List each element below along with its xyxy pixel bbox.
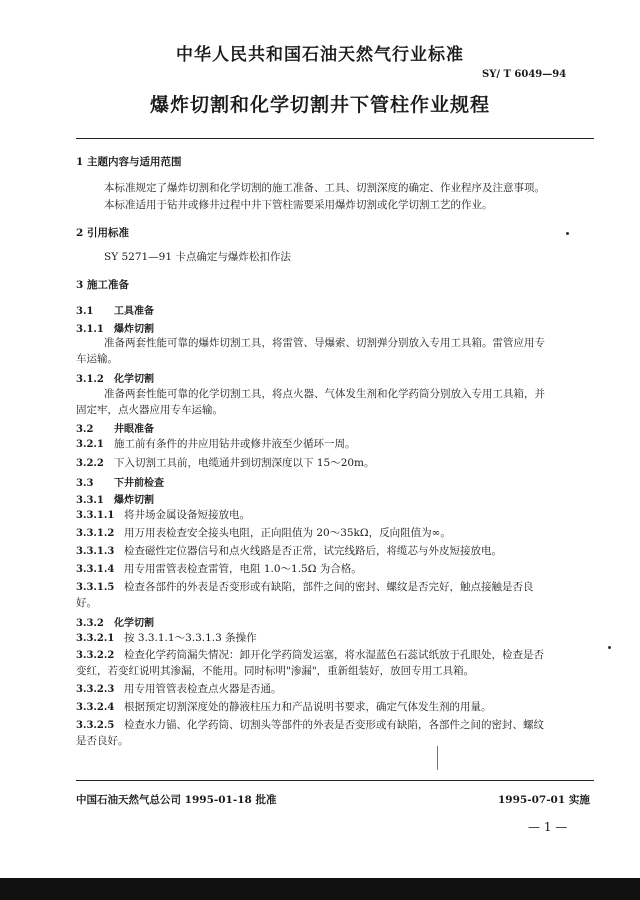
- standard-code: SY/ T 6049—94: [482, 69, 567, 80]
- section-1-heading: 1 主题内容与适用范围: [76, 156, 182, 168]
- section-3-3-2-5-continued: 是否良好。: [76, 735, 129, 747]
- header-divider: [76, 138, 594, 139]
- section-3-1-1-line-1: 准备两套性能可靠的爆炸切割工具，将雷管、导爆索、切割弹分别放入专用工具箱。雷管应用专: [104, 337, 545, 349]
- section-3-1-2-heading: 3.1.2 化学切割: [76, 374, 154, 385]
- section-3-3-1-1: 3.3.1.1 将井场金属设备短接放电。: [76, 509, 250, 521]
- section-3-1-1-heading: 3.1.1 爆炸切割: [76, 324, 154, 335]
- section-3-3-2-2: 3.3.2.2 检查化学药筒漏失情况：卸开化学药筒发运塞，将水湿蓝色石蕊试纸放于孔眼处，检查是否: [76, 649, 544, 661]
- approval-date: 中国石油天然气总公司 1995-01-18 批准: [76, 794, 277, 806]
- section-3-2-heading: 3.2 井眼准备: [76, 424, 154, 435]
- standard-organization-heading: 中华人民共和国石油天然气行业标准: [176, 45, 464, 65]
- section-1-paragraph-1: 本标准规定了爆炸切割和化学切割的施工准备、工具、切割深度的确定、作业程序及注意事项。: [104, 182, 545, 194]
- section-1-paragraph-2: 本标准适用于钻井或修井过程中井下管柱需要采用爆炸切割或化学切割工艺的作业。: [104, 199, 493, 211]
- section-3-3-1-3: 3.3.1.3 检查磁性定位器信号和点火线路是否正常，试完线路后，将缆芯与外皮短接放电。: [76, 545, 502, 557]
- section-3-3-2-2-continued: 变红，若变红说明其渗漏，不能用。同时标明"渗漏"，重新组装好，放回专用工具箱。: [76, 665, 475, 677]
- section-3-3-heading: 3.3 下井前检查: [76, 478, 164, 489]
- section-3-2-2: 3.2.2 下入切割工具前，电缆通井到切割深度以下 15～20m。: [76, 457, 375, 469]
- reference-standard: SY 5271—91 卡点确定与爆炸松扣作法: [104, 251, 291, 263]
- section-3-3-1-4: 3.3.1.4 用专用雷管表检查雷管，电阻 1.0～1.5Ω 为合格。: [76, 563, 362, 575]
- scan-speck: [566, 232, 569, 235]
- footer-divider: [76, 780, 594, 781]
- section-3-3-1-heading: 3.3.1 爆炸切割: [76, 495, 154, 506]
- section-3-3-2-3: 3.3.2.3 用专用管管表检查点火器是否通。: [76, 683, 282, 695]
- effective-date: 1995-07-01 实施: [498, 794, 590, 806]
- section-3-1-2-line-2: 固定牢，点火器应用专车运输。: [76, 404, 223, 416]
- section-3-3-2-4: 3.3.2.4 根据预定切割深度处的静液柱压力和产品说明书要求，确定气体发生剂的用量。: [76, 701, 492, 713]
- section-3-heading: 3 施工准备: [76, 279, 129, 291]
- section-3-1-1-line-2: 车运输。: [76, 353, 118, 365]
- section-3-3-2-heading: 3.3.2 化学切割: [76, 618, 154, 629]
- section-3-3-2-5: 3.3.2.5 检查水力锚、化学药筒、切割头等部件的外表是否变形或有缺陷，各部件之间的密封、螺纹: [76, 719, 544, 731]
- section-3-3-1-2: 3.3.1.2 用万用表检查安全接头电阻，正向阻值为 20～35kΩ，反向阻值为∞。: [76, 527, 451, 539]
- section-2-heading: 2 引用标准: [76, 227, 129, 239]
- section-3-3-1-5: 3.3.1.5 检查各部件的外表是否变形或有缺陷，部件之间的密封、螺纹是否完好，触点接触是否良: [76, 581, 534, 593]
- section-3-1-2-line-1: 准备两套性能可靠的化学切割工具，将点火器、气体发生剂和化学药筒分别放入专用工具箱，并: [104, 388, 545, 400]
- section-3-3-2-1: 3.3.2.1 按 3.3.1.1～3.3.1.3 条操作: [76, 632, 257, 644]
- section-3-2-1: 3.2.1 施工前有条件的井应用钻井或修井液至少循环一周。: [76, 438, 356, 450]
- scan-line-artifact: [437, 746, 438, 770]
- page-number: — 1 —: [528, 820, 568, 834]
- section-3-1-heading: 3.1 工具准备: [76, 306, 154, 317]
- document-title: 爆炸切割和化学切割井下管柱作业规程: [149, 94, 490, 116]
- section-3-3-1-5-continued: 好。: [76, 597, 97, 609]
- scan-speck: [608, 646, 611, 649]
- scan-bottom-edge: [0, 878, 640, 900]
